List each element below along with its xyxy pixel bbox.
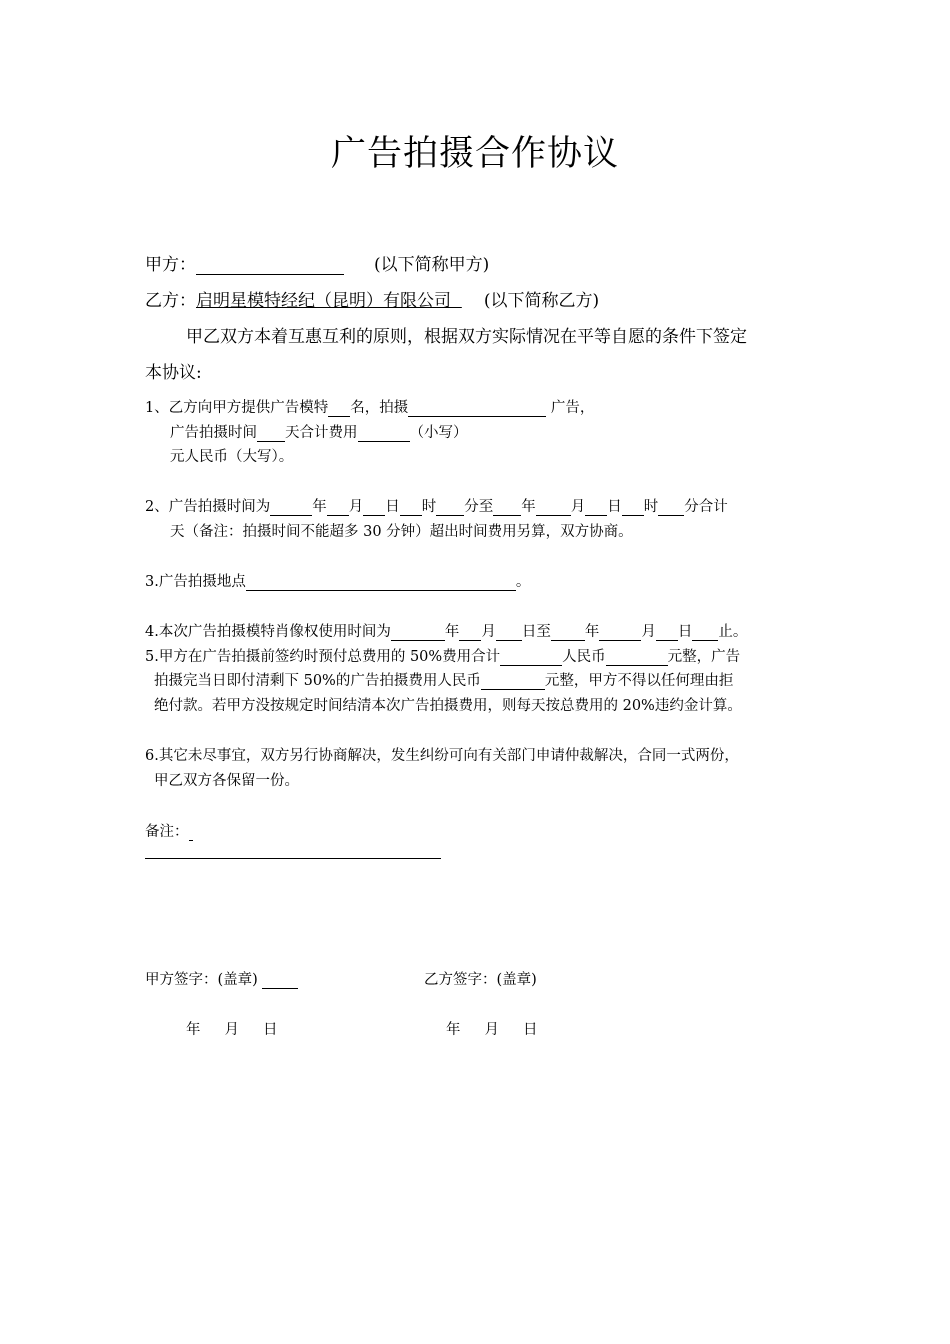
location-blank[interactable]: [246, 575, 516, 591]
party-a-signature-blank[interactable]: [262, 973, 298, 989]
end-minute-blank[interactable]: [658, 500, 684, 516]
rights-start-day-blank[interactable]: [496, 625, 522, 641]
party-a-line: [145, 250, 489, 275]
clause-3-line: 3.广告拍摄地点 。: [145, 574, 531, 590]
model-count-blank[interactable]: [328, 401, 350, 417]
shoot-days-blank[interactable]: [257, 426, 285, 442]
party-b-signature: 乙方签字：(盖章): [424, 972, 537, 988]
party-a-signature: 甲方签字：(盖章): [145, 968, 298, 989]
end-month-blank[interactable]: [536, 500, 571, 516]
notes-line: [145, 820, 193, 841]
party-b-date: 年 月 日: [446, 1022, 538, 1038]
clause-6-line-2: 甲乙双方各保留一份。: [154, 773, 299, 789]
intro-line-2: 本协议:: [145, 363, 202, 383]
party-b-label: 乙方：: [145, 291, 196, 311]
notes-label: 备注：: [145, 824, 189, 840]
deposit-rmb-blank[interactable]: [606, 650, 668, 666]
clause-4-line: 4.本次广告拍摄模特肖像权使用时间为 年 月 日至 年 月 日 止。: [145, 624, 748, 640]
party-a-blank[interactable]: [196, 256, 344, 275]
intro-line-1: 甲乙双方本着互惠互利的原则，根据双方实际情况在平等自愿的条件下签定: [186, 327, 747, 347]
party-a-date: 年 月 日: [186, 1022, 278, 1038]
rights-start-month-blank[interactable]: [459, 625, 481, 641]
party-b-name: 启明星模特经纪（昆明）有限公司: [196, 291, 451, 311]
rights-end-day-blank[interactable]: [656, 625, 678, 641]
end-hour-blank[interactable]: [622, 500, 644, 516]
clause-1-line-2: 广告拍摄时间 天合计费用 （小写）: [170, 425, 468, 441]
party-a-note: (以下简称甲方): [374, 255, 490, 275]
start-year-blank[interactable]: [270, 500, 312, 516]
rights-end-month-blank[interactable]: [599, 625, 641, 641]
rights-start-year-blank[interactable]: [391, 625, 445, 641]
clause-5-line-3: 绝付款。若甲方没按规定时间结清本次广告拍摄费用，则每天按总费用的 20%违约金计算。: [154, 698, 742, 714]
clause-5-line-1: 5.甲方在广告拍摄前签约时预付总费用的 50%费用合计 人民币 元整，广告: [145, 649, 741, 665]
rights-end-year-blank[interactable]: [551, 625, 585, 641]
clause-5-line-2: 拍摄完当日即付清剩下 50%的广告拍摄费用人民币 元整，甲方不得以任何理由拒: [154, 673, 734, 689]
start-day-blank[interactable]: [363, 500, 385, 516]
fee-lowercase-blank[interactable]: [358, 426, 410, 442]
start-month-blank[interactable]: [327, 500, 349, 516]
ad-name-blank[interactable]: [408, 401, 546, 417]
clause-2-line-1: 2、广告拍摄时间为 年 月 日 时 分至 年 月 日 时 分合计: [145, 499, 728, 515]
end-year-blank[interactable]: [493, 500, 521, 516]
party-b-line: [145, 286, 599, 311]
clause-2-line-2: 天（备注：拍摄时间不能超多 30 分钟）超出时间费用另算，双方协商。: [170, 524, 633, 540]
notes-underline[interactable]: [145, 858, 441, 859]
party-b-note: (以下简称乙方): [483, 291, 600, 311]
deposit-amount-blank[interactable]: [500, 650, 562, 666]
clause-1-line-3: 元人民币（大写）。: [170, 449, 294, 465]
start-hour-blank[interactable]: [400, 500, 422, 516]
notes-blank-start[interactable]: [189, 825, 193, 841]
document-title: 广告拍摄合作协议: [330, 134, 619, 174]
end-day-blank[interactable]: [585, 500, 607, 516]
clause-1-line-1: 1、乙方向甲方提供广告模特 名，拍摄 广告，: [145, 400, 595, 416]
start-minute-blank[interactable]: [436, 500, 464, 516]
rights-end-extra-blank[interactable]: [692, 625, 718, 641]
balance-rmb-blank[interactable]: [481, 674, 545, 690]
party-a-label: 甲方：: [145, 255, 196, 275]
clause-6-line-1: 6.其它未尽事宜，双方另行协商解决，发生纠纷可向有关部门申请仲裁解决，合同一式两份，: [145, 748, 739, 764]
